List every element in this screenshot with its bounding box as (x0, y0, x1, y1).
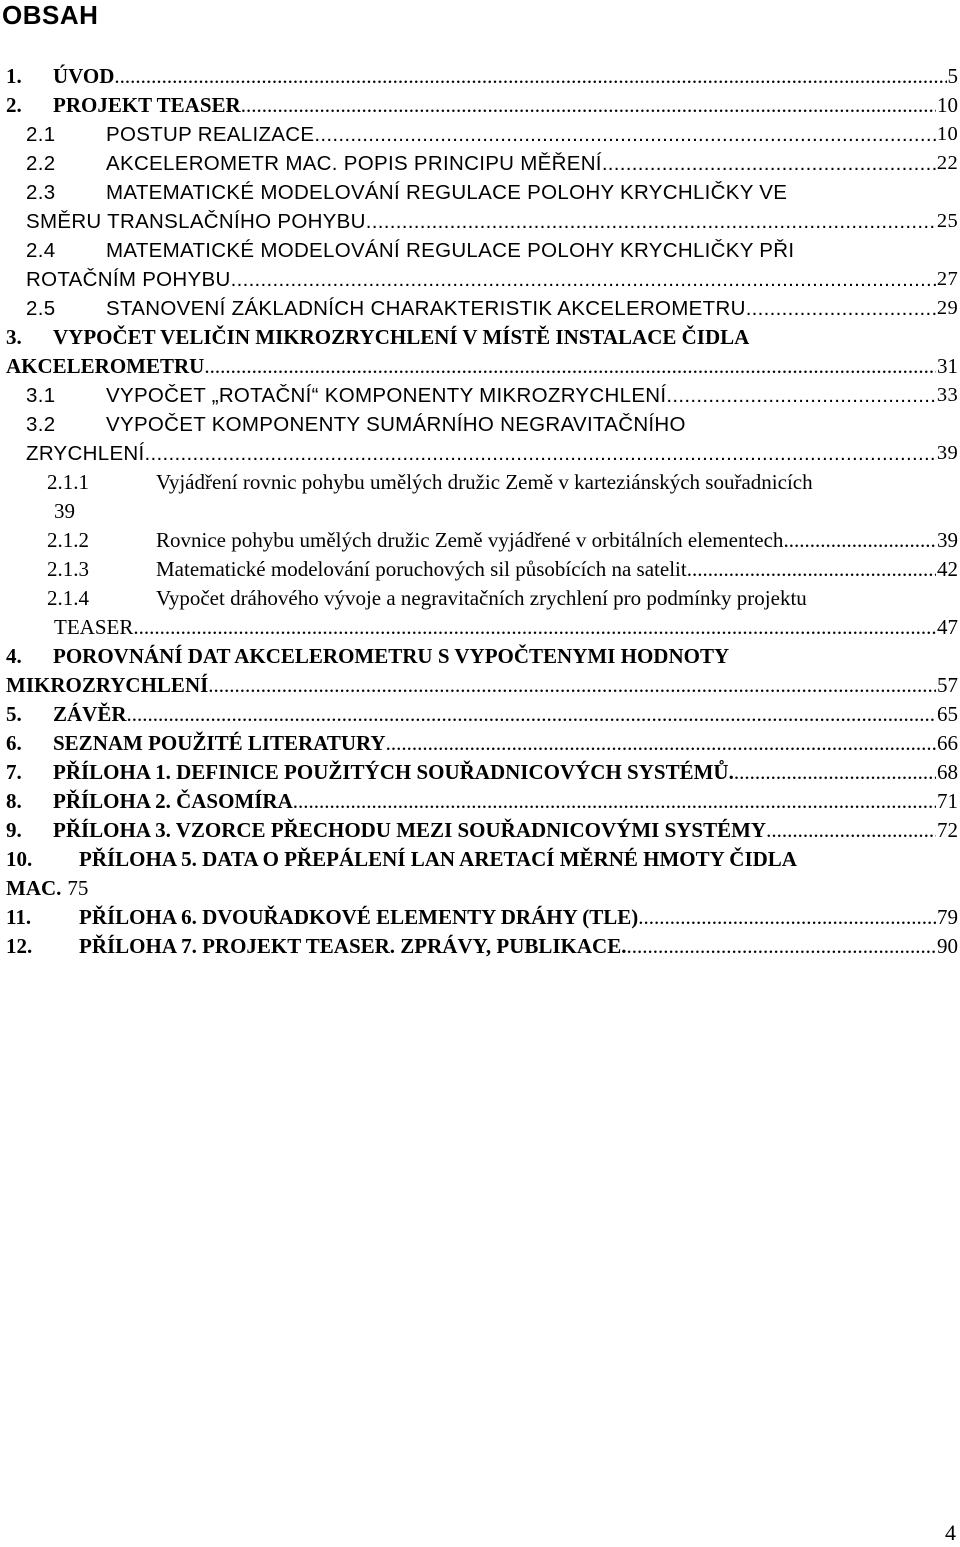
toc-entry-title: Rovnice pohybu umělých družic Země vyjádřené v orbitálních elementech (156, 528, 784, 552)
toc-leader-dots (127, 700, 936, 729)
toc-page-number: 65 (937, 702, 958, 726)
toc-leader-dots (241, 91, 936, 120)
toc-entry-number: 5. (6, 702, 22, 726)
toc-entry[interactable] (6, 149, 958, 178)
toc-entry[interactable] (6, 555, 958, 584)
toc-leader-dots (151, 439, 936, 468)
page-number: 4 (945, 1520, 956, 1545)
toc-entry-number: 2.1 (26, 123, 56, 146)
toc-leader-dots (366, 207, 936, 236)
toc-entry[interactable] (6, 845, 958, 874)
toc-entry-title: PŘÍLOHA 6. DVOUŘADKOVÉ ELEMENTY DRÁHY (TLE) (79, 905, 639, 929)
toc-entry-title: SMĚRU TRANSLAČNÍHO POHYBU (26, 210, 366, 233)
toc-page-number: 25 (936, 210, 958, 232)
toc-entry-title: PROJEKT TEASER (53, 93, 241, 117)
toc-entry-number: 2. (6, 93, 22, 117)
toc-page-number: 57 (937, 673, 958, 697)
toc-leader-dots (204, 352, 936, 381)
toc-entry-title: PŘÍLOHA 1. DEFINICE POUŽITÝCH SOUŘADNICOVÝCH SYSTÉMŮ. (53, 760, 734, 784)
toc-leader-dots (687, 555, 936, 584)
toc-entry-title: POSTUP REALIZACE (106, 123, 315, 146)
toc-entry-number: 2.3 (26, 181, 56, 204)
toc-entry[interactable] (6, 584, 958, 613)
toc-entry[interactable] (6, 178, 958, 207)
toc-entry-title: MATEMATICKÉ MODELOVÁNÍ REGULACE POLOHY KRYCHLIČKY VE (106, 181, 788, 204)
toc-page-number: 90 (937, 934, 958, 958)
toc-entry-title: ZÁVĚR (53, 702, 127, 726)
toc-page-number: 72 (937, 818, 958, 842)
toc-page-number: 10 (937, 93, 958, 117)
toc-entry[interactable] (6, 236, 958, 265)
page-title: OBSAH (2, 0, 99, 30)
toc-entry[interactable] (6, 381, 958, 410)
toc-entry-title: MAC. (6, 876, 62, 900)
toc-page-number: 10 (936, 123, 958, 145)
toc-entry-title: PŘÍLOHA 2. ČASOMÍRA (53, 789, 293, 813)
toc-entry-continuation[interactable] (6, 207, 958, 236)
toc-entry[interactable] (6, 323, 958, 352)
toc-entry[interactable] (6, 758, 958, 787)
toc-leader-dots (626, 932, 936, 961)
toc-entry-continuation[interactable] (6, 613, 958, 642)
toc-entry-number: 7. (6, 760, 22, 784)
toc-leader-dots (114, 62, 946, 91)
toc-entry-title: VYPOČET „ROTAČNÍ“ KOMPONENTY MIKROZRYCHLENÍ. (106, 384, 673, 407)
toc-entry-number: 2.1.3 (47, 557, 89, 581)
toc-entry-title: SEZNAM POUŽITÉ LITERATURY (53, 731, 386, 755)
toc-entry-title: MIKROZRYCHLENÍ (6, 673, 209, 697)
toc-page-number: 29 (936, 297, 958, 319)
toc-entry-title: PŘÍLOHA 5. DATA O PŘEPÁLENÍ LAN ARETACÍ MĚRNÉ HMOTY ČIDLA (79, 847, 797, 871)
toc-page-number: 27 (936, 268, 958, 290)
toc-page-number: 66 (937, 731, 958, 755)
toc-leader-dots (638, 903, 936, 932)
toc-entry-title: PŘÍLOHA 7. PROJEKT TEASER. ZPRÁVY, PUBLIKACE. (79, 934, 627, 958)
toc-page-number: 75 (67, 876, 89, 900)
toc-entry-title: Matematické modelování poruchových sil působících na satelit (156, 557, 687, 581)
toc-leader-dots (766, 816, 936, 845)
toc-entry-title: ZRYCHLENÍ. (26, 442, 151, 465)
toc-leader-dots (672, 381, 936, 410)
toc-entry-title: VYPOČET VELIČIN MIKROZRYCHLENÍ V MÍSTĚ INSTALACE ČIDLA (53, 325, 750, 349)
toc-leader-dots (139, 613, 936, 642)
toc-page-number: 71 (937, 789, 958, 813)
toc-leader-dots (734, 758, 936, 787)
toc-entry[interactable] (6, 787, 958, 816)
toc-page-number: 68 (937, 760, 958, 784)
toc-entry[interactable] (6, 62, 958, 91)
toc-entry-continuation[interactable] (6, 671, 958, 700)
toc-entry-continuation[interactable] (6, 352, 958, 381)
toc-entry[interactable] (6, 526, 958, 555)
toc-entry-continuation[interactable] (6, 874, 958, 903)
toc-entry-title: Vyjádření rovnic pohybu umělých družic Země v karteziánských souřadnicích (156, 470, 813, 494)
toc-page-number: 42 (937, 557, 958, 581)
toc-page-number: 79 (937, 905, 958, 929)
toc-leader-dots (783, 526, 936, 555)
toc-entry-number: 3.2 (26, 413, 56, 436)
toc-entry-continuation[interactable] (6, 265, 958, 294)
toc-entry-title: MATEMATICKÉ MODELOVÁNÍ REGULACE POLOHY KRYCHLIČKY PŘI (106, 239, 795, 262)
toc-entry-number: 2.5 (26, 297, 56, 320)
toc-leader-dots (314, 120, 936, 149)
toc-entry-number: 3. (6, 325, 22, 349)
toc-entry-number: 12. (6, 934, 33, 958)
toc-entry-title: 39 (54, 499, 75, 523)
toc-entry[interactable] (6, 120, 958, 149)
toc-entry-title: VYPOČET KOMPONENTY SUMÁRNÍHO NEGRAVITAČNÍHO (106, 413, 686, 436)
toc-page-number: 22 (936, 152, 958, 174)
toc-entry-continuation[interactable] (6, 439, 958, 468)
toc-leader-dots (386, 729, 936, 758)
toc-leader-dots (231, 265, 936, 294)
toc-page-number: 39 (937, 528, 958, 552)
toc-entry-number: 2.1.4 (47, 586, 89, 610)
toc-entry[interactable] (6, 410, 958, 439)
toc-leader-dots (746, 294, 936, 323)
toc-leader-dots (293, 787, 936, 816)
toc-entry-number: 2.2 (26, 152, 56, 175)
toc-entry-number: 3.1 (26, 384, 56, 407)
toc-entry[interactable] (6, 294, 958, 323)
toc-page-number: 39 (936, 442, 958, 464)
toc-entry-title: AKCELEROMETR MAC. POPIS PRINCIPU MĚŘENÍ (106, 152, 602, 175)
toc-entry[interactable] (6, 700, 958, 729)
toc-entry[interactable] (6, 932, 958, 961)
toc-entry-title: AKCELEROMETRU (6, 354, 205, 378)
toc-entry-title: TEASER. (54, 615, 139, 639)
toc-entry-title: POROVNÁNÍ DAT AKCELEROMETRU S VYPOČTENYMI HODNOTY (53, 644, 730, 668)
toc-entry-number: 11. (6, 905, 32, 929)
toc-entry[interactable] (6, 468, 958, 497)
toc-entry-number: 8. (6, 789, 22, 813)
toc-entry-number: 2.4 (26, 239, 56, 262)
toc-entry[interactable] (6, 729, 958, 758)
toc-entry-number: 9. (6, 818, 22, 842)
toc-page-number: 47 (937, 615, 958, 639)
toc-leader-dots (602, 149, 936, 178)
toc-entry-title: Vypočet dráhového vývoje a negravitačních zrychlení pro podmínky projektu (156, 586, 807, 610)
table-of-contents (6, 62, 958, 961)
toc-entry-number: 2.1.2 (47, 528, 89, 552)
toc-entry[interactable] (6, 816, 958, 845)
toc-entry-continuation[interactable] (6, 497, 958, 526)
toc-entry-number: 6. (6, 731, 22, 755)
toc-entry[interactable] (6, 91, 958, 120)
toc-entry-number: 4. (6, 644, 22, 668)
toc-entry-number: 2.1.1 (47, 470, 89, 494)
toc-entry[interactable] (6, 903, 958, 932)
toc-entry-number: 10. (6, 847, 33, 871)
toc-entry-title: STANOVENÍ ZÁKLADNÍCH CHARAKTERISTIK AKCELEROMETRU (106, 297, 746, 320)
toc-entry-number: 1. (6, 64, 22, 88)
toc-leader-dots (208, 671, 936, 700)
toc-entry-title: ÚVOD (53, 64, 115, 88)
toc-page-number: 5 (947, 64, 958, 88)
toc-page-number: 33 (936, 384, 958, 406)
toc-page-number: 31 (937, 354, 958, 378)
toc-entry-title: PŘÍLOHA 3. VZORCE PŘECHODU MEZI SOUŘADNICOVÝMI SYSTÉMY (53, 818, 767, 842)
toc-entry[interactable] (6, 642, 958, 671)
toc-entry-title: ROTAČNÍM POHYBU (26, 268, 231, 291)
